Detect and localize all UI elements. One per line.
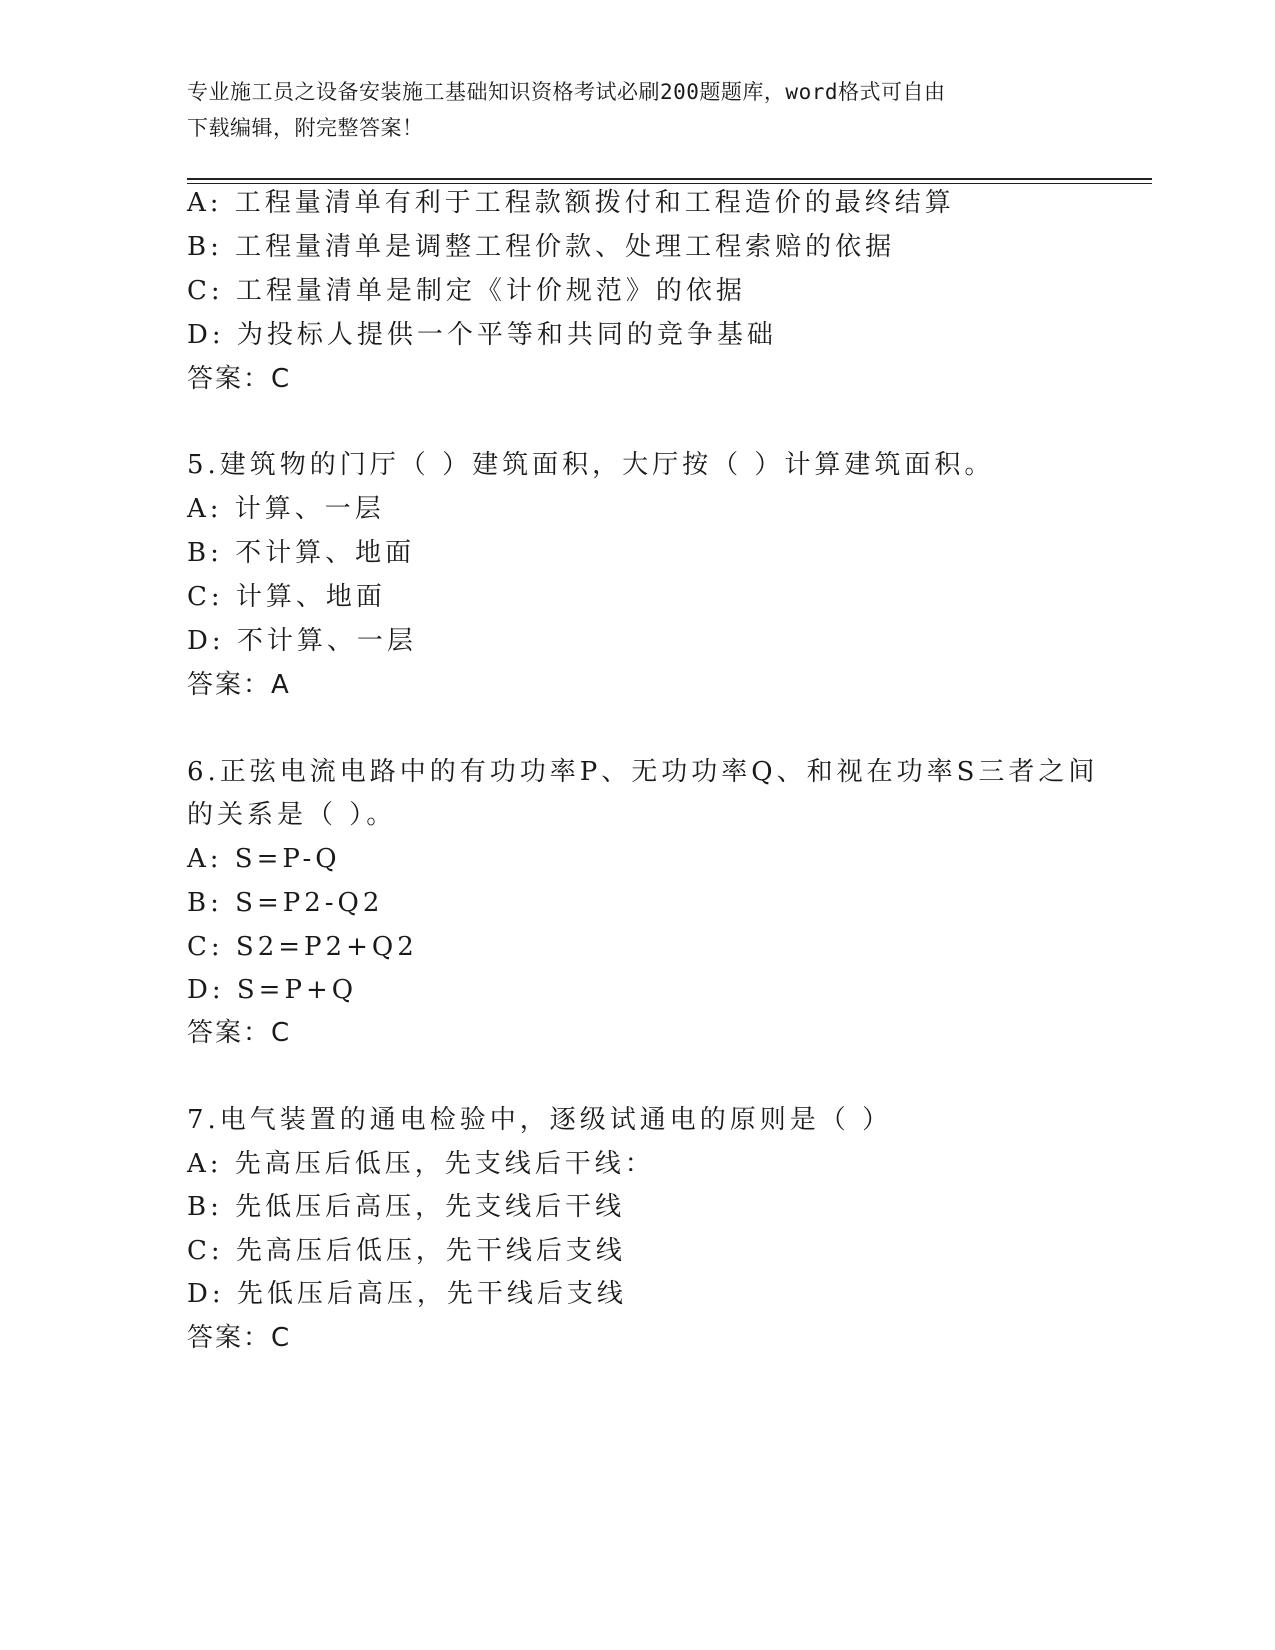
q7-option-b: B: 先低压后高压，先支线后干线 — [187, 1192, 626, 1222]
q6-option-b: B: S=P2-Q2 — [187, 888, 384, 918]
header-rule-thick — [187, 178, 1152, 180]
q6-answer: 答案：C — [187, 1018, 292, 1048]
q4-option-b: B: 工程量清单是调整工程价款、处理工程索赔的依据 — [187, 232, 896, 262]
q5-option-b: B: 不计算、地面 — [187, 538, 416, 568]
q6-option-c: C: S2=P2+Q2 — [187, 932, 418, 962]
q5-option-c: C: 计算、地面 — [187, 582, 386, 612]
q4-option-a: A: 工程量清单有利于工程款额拨付和工程造价的最终结算 — [187, 188, 955, 218]
q7-answer: 答案：C — [187, 1323, 292, 1353]
q5-option-d: D: 不计算、一层 — [187, 626, 417, 656]
q4-option-d: D: 为投标人提供一个平等和共同的竞争基础 — [187, 320, 777, 350]
q5-answer: 答案：A — [187, 670, 291, 700]
q7-option-c: C: 先高压后低压，先干线后支线 — [187, 1236, 626, 1266]
header-line-1: 专业施工员之设备安装施工基础知识资格考试必刷200题题库，word格式可自由 — [187, 80, 946, 104]
document-header — [187, 74, 1067, 146]
q7-option-a: A: 先高压后低压，先支线后干线： — [187, 1149, 655, 1179]
q6-stem-line-1: 6.正弦电流电路中的有功功率P、无功功率Q、和视在功率S三者之间 — [187, 757, 1099, 787]
q4-option-c: C: 工程量清单是制定《计价规范》的依据 — [187, 276, 746, 306]
header-line-2: 下载编辑，附完整答案！ — [187, 116, 424, 140]
q4-answer: 答案：C — [187, 364, 292, 394]
q6-stem-line-2: 的关系是（ ）。 — [187, 800, 397, 830]
q6-option-a: A: S=P-Q — [187, 844, 341, 874]
q5-stem: 5.建筑物的门厅（ ）建筑面积，大厅按（ ）计算建筑面积。 — [187, 450, 995, 480]
q7-stem: 7.电气装置的通电检验中，逐级试通电的原则是（ ） — [187, 1105, 893, 1135]
q7-option-d: D: 先低压后高压，先干线后支线 — [187, 1279, 627, 1309]
q6-option-d: D: S=P+Q — [187, 975, 358, 1005]
q5-option-a: A: 计算、一层 — [187, 494, 385, 524]
